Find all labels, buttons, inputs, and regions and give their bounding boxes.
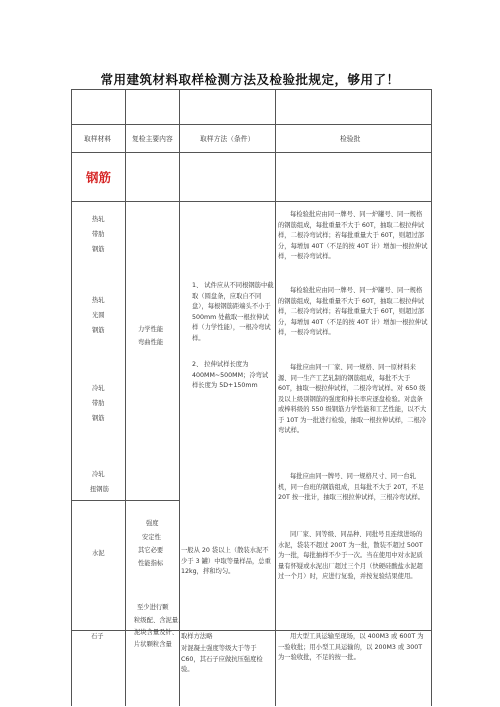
batch-cold-ribbed: 每批应由同一厂家、同一规格、同一原材料来源、同一生产工艺轧制的钢筋组成，每批不大于 60T，抽取一根拉伸试样，二根冷弯试样。对 650 级及以上级别钢筋的强度和伸长率应逐盘检验。对盘条或棒料级的 550 级钢筋力学性能和工艺性能，以不大于 10T 为一批进行检验，抽取一根拉伸试样，二根冷弯试样。 [278, 364, 427, 434]
batch-cement: 同厂家、同等级、同品种、同批号且连续进场的水泥，袋装不超过 200T 为一批，散装不超过 500T 为一批，每批抽样不少于一次。当在使用中对水泥质量有怀疑或水泥出厂超过三个月（快硬硅酸盐水泥超过一个月）时，应进行复验，并按复验结果使用。 [278, 531, 423, 580]
page-title: 常用建筑材料取样检测方法及检验批规定，够用了！ [100, 72, 400, 87]
steel-content-mechanical: 力学性能 [138, 326, 164, 333]
header-inspection-batch: 检验批 [340, 135, 361, 143]
material-cold-ribbed-2: 带肋 [92, 400, 105, 407]
material-cement: 水泥 [92, 550, 105, 557]
material-cold-ribbed-3: 钢筋 [92, 415, 105, 422]
stone-content-2: 粒级配、含泥量、 [134, 617, 185, 624]
material-hot-ribbed-3: 钢筋 [92, 246, 105, 253]
header-retest-content: 复检主要内容 [132, 135, 173, 143]
stone-method-2: 对混凝土强度等级大于等于 C60，其石子应做抗压强度检验。 [181, 645, 263, 673]
material-cold-twisted-1: 冷轧 [92, 471, 105, 478]
material-stone: 石子 [91, 633, 104, 640]
steel-method-1: 1、 试件应从不同根钢筋中截取（圆盘条，应取自不同盘），每根钢筋距端头不小于 500mm 处截取一根拉伸试样（力学性能），一根冷弯试样。 [192, 282, 274, 342]
material-hot-round-2: 光圆 [92, 312, 105, 319]
material-hot-ribbed-2: 带肋 [92, 231, 105, 238]
material-hot-round-3: 钢筋 [92, 327, 105, 334]
stone-content-3: 泥块含量及针、 [134, 629, 179, 636]
steel-method-2: 2、 拉伸试样长度为 400MM~500MM；冷弯试样长度为 5D+150mm [192, 361, 269, 389]
material-cold-ribbed-1: 冷轧 [92, 385, 105, 392]
steel-content-bending: 弯曲性能 [138, 339, 164, 346]
cement-content-indicators: 性能指标 [138, 560, 164, 567]
cement-method: 一般从 20 袋以上（散装水泥不少于 3 罐）中取等量样品，总重 12kg，拌和均匀。 [181, 547, 271, 575]
batch-hot-round: 每检验批应由同一牌号、同一炉罐号、同一规格的钢筋组成，每批重量不大于 60T，抽取二根拉伸试样，二根冷弯试样；若每批重量大于 60T，则超过部分，每增加 40T（不足的按 40T 计）增加一根拉伸试样，一根冷弯试样。 [278, 287, 428, 336]
cement-content-strength: 强度 [146, 520, 159, 527]
material-hot-ribbed-1: 热轧 [92, 216, 105, 223]
header-sampling-method: 取样方法（条件） [200, 135, 255, 143]
stone-method-1: 取样方法略 [181, 633, 213, 640]
batch-stone: 用大型工具运输至现场，以 400M3 或 600T 为一验收批；用小型工具运输的，以 200M3 或 300T 为一验收批，不足的按一批。 [278, 633, 424, 661]
material-cold-twisted-2: 扭钢筋 [90, 486, 109, 493]
cement-content-other: 其它必要 [138, 547, 164, 554]
batch-cold-twisted: 每批应由同一牌号、同一规格尺寸、同一台轧机，同一台班的钢筋组成，且每批不大于 20T，不足 20T 按一批计，抽取三根拉伸试样，三根冷弯试样。 [278, 473, 425, 501]
stone-content-1: 至少进行颗 [137, 604, 169, 611]
header-material: 取样材料 [84, 135, 112, 143]
section-steel: 钢筋 [86, 170, 112, 185]
cement-content-soundness: 安定性 [142, 534, 161, 541]
batch-hot-ribbed: 每检验批应由同一牌号、同一炉罐号、同一规格的钢筋组成，每批重量不大于 60T，抽取二根拉伸试样，二根冷弯试样；若每批重量大于 60T，则超过部分，每增加 40T（不足的按 40T 计）增加一根拉伸试样，一根冷弯试样。 [278, 211, 428, 260]
stone-content-4: 片状颗粒含量 [134, 641, 172, 648]
material-hot-round-1: 热轧 [92, 297, 105, 304]
